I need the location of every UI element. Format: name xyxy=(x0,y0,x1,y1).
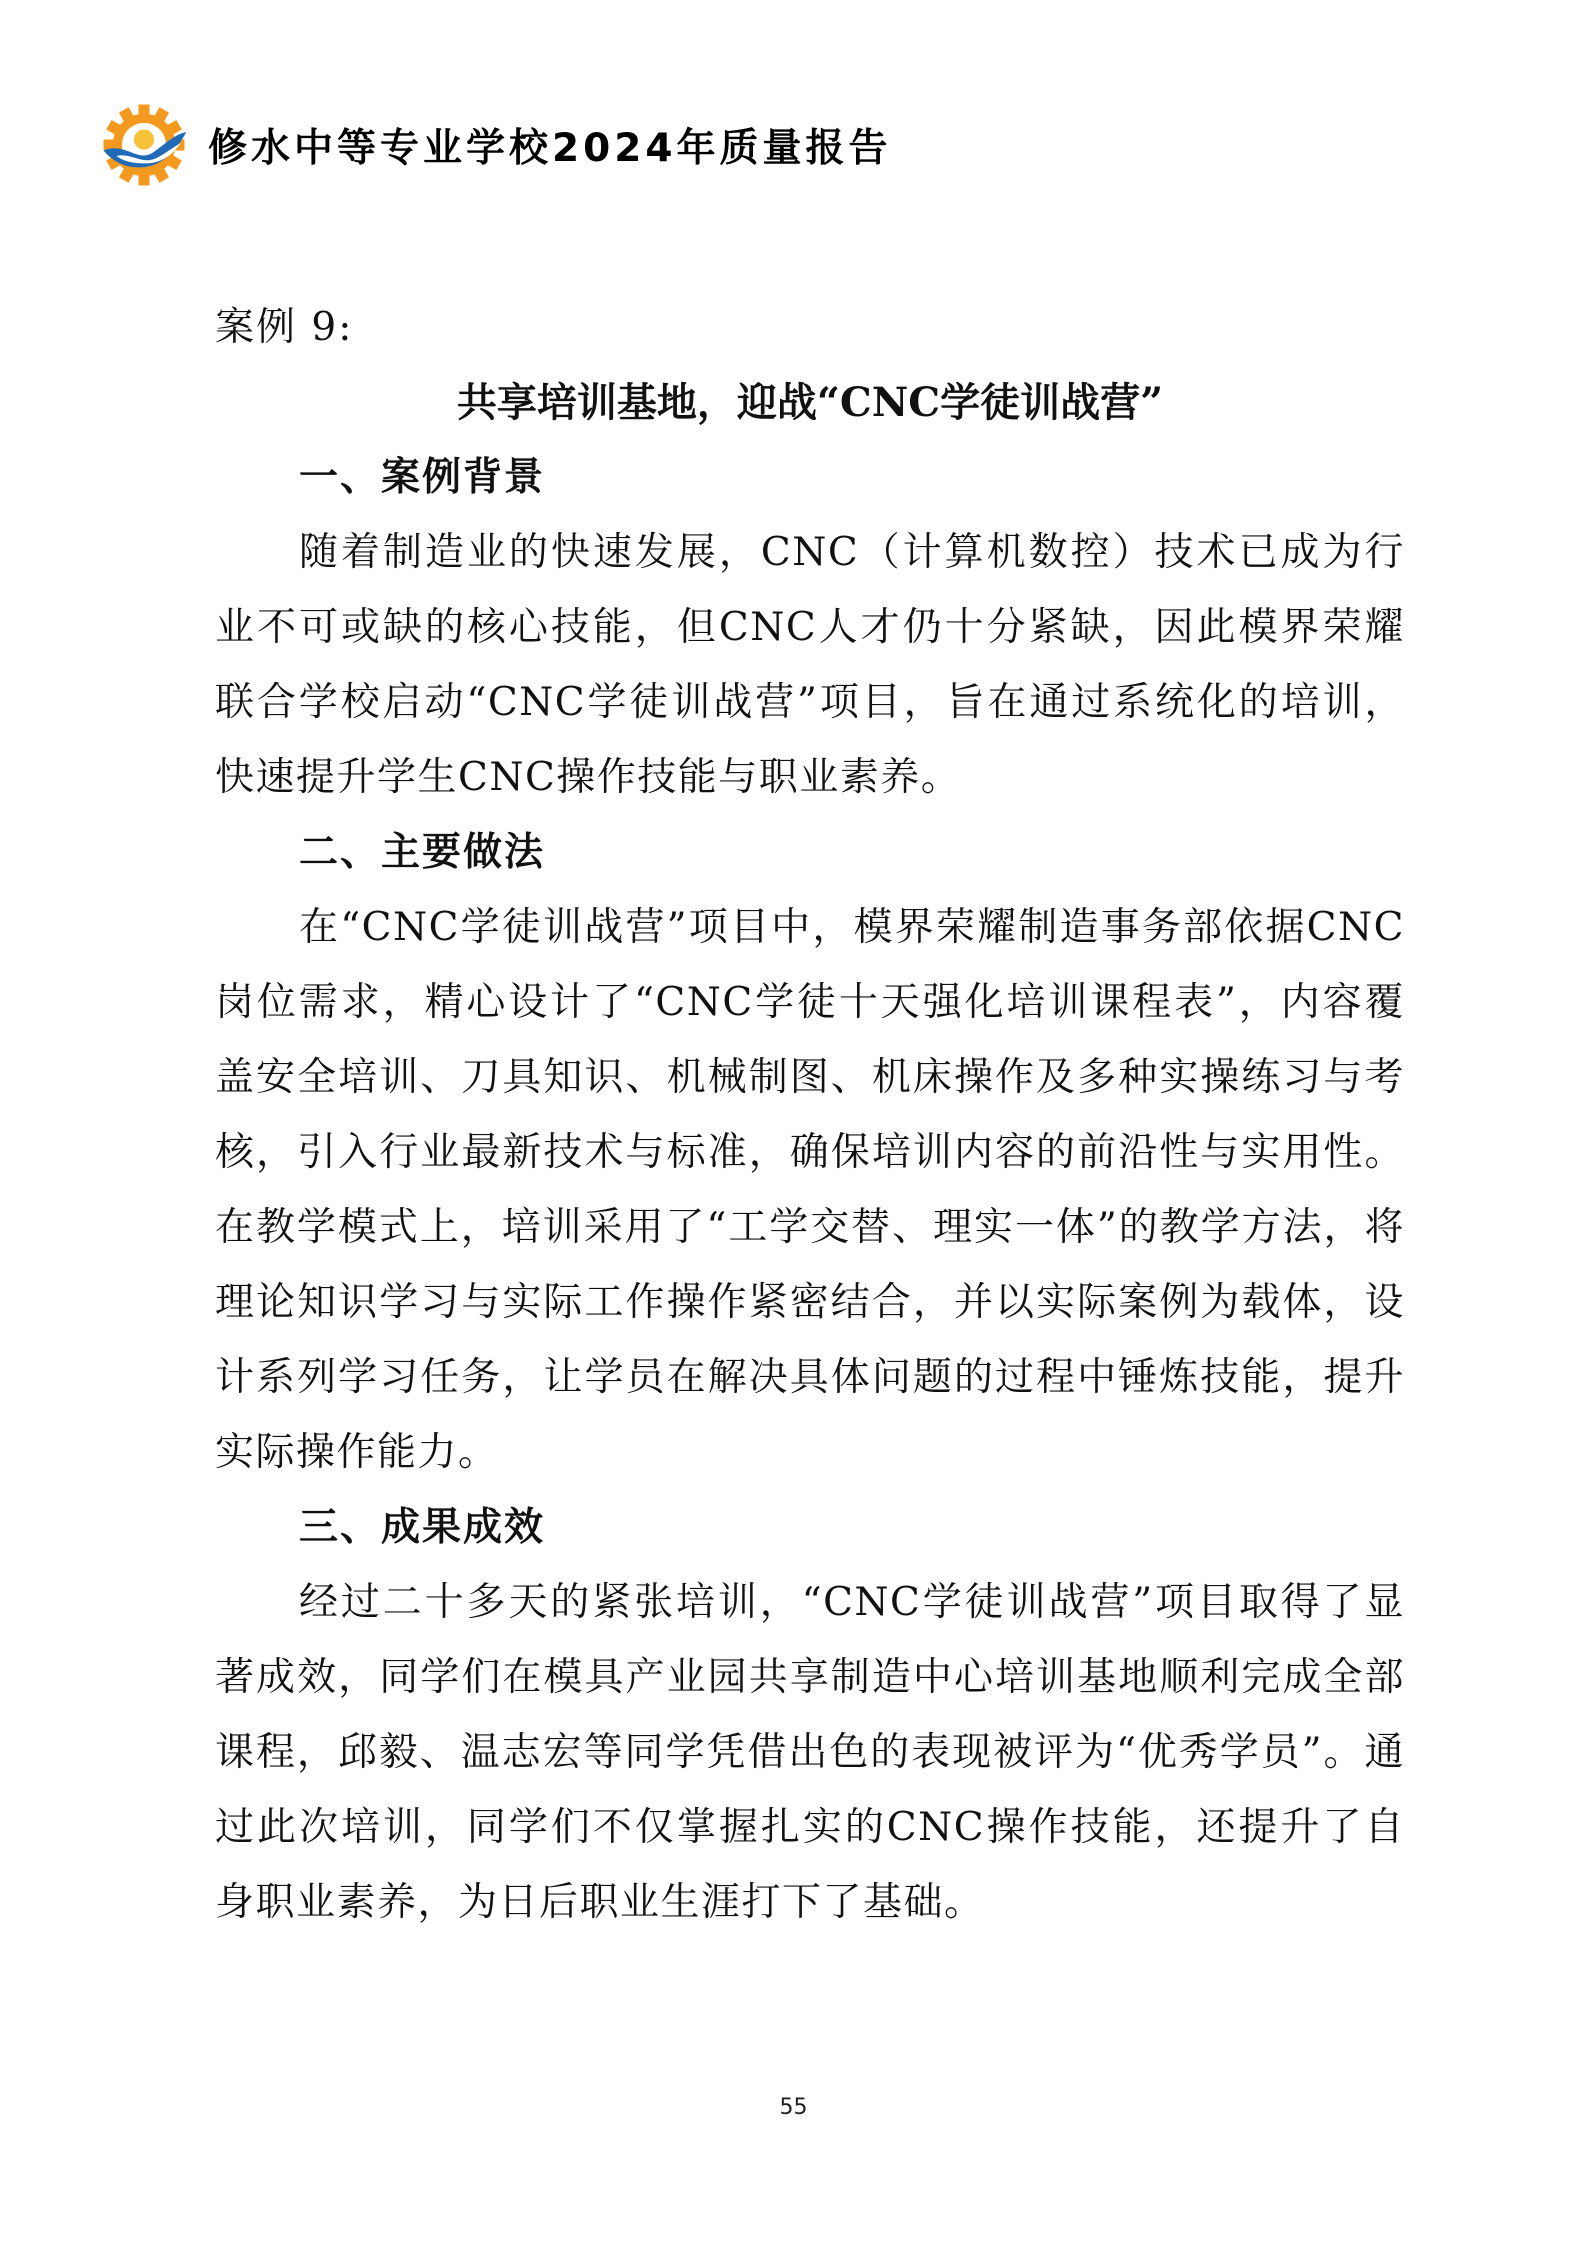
school-logo-icon xyxy=(98,102,190,188)
case-label: 案例 9: xyxy=(215,305,354,350)
page-number: 55 xyxy=(779,2095,808,2120)
section-paragraph-methods: 在“CNC学徒训战营”项目中，模界荣耀制造事务部依据CNC岗位需求，精心设计了“CNC学徒十天强化培训课程表”，内容覆盖安全培训、刀具知识、机械制图、机床操作及多种实操练习与考核，引入行业最新技术与标准，确保培训内容的前沿性与实用性。在教学模式上，培训采用了“工学交替、理实一体”的教学方法，将理论知识学习与实际工作操作紧密结合，并以实际案例为载体，设计系列学习任务，让学员在解决具体问题的过程中锤炼技能，提升实际操作能力。 xyxy=(215,905,1405,1475)
section-paragraph-background: 随着制造业的快速发展，CNC（计算机数控）技术已成为行业不可或缺的核心技能，但CNC人才仍十分紧缺，因此模界荣耀联合学校启动“CNC学徒训战营”项目，旨在通过系统化的培训，快速提升学生CNC操作技能与职业素养。 xyxy=(215,530,1405,800)
section-heading-results: 三、成果成效 xyxy=(299,1505,546,1550)
page-header xyxy=(98,100,892,190)
document-body xyxy=(215,290,1405,1940)
section-heading-background: 一、案例背景 xyxy=(299,455,546,500)
case-title: 共享培训基地，迎战“CNC学徒训战营” xyxy=(456,379,1164,426)
report-title: 修水中等专业学校2024年质量报告 xyxy=(208,126,892,171)
section-heading-methods: 二、主要做法 xyxy=(299,830,546,875)
section-paragraph-results: 经过二十多天的紧张培训，“CNC学徒训战营”项目取得了显著成效，同学们在模具产业园共享制造中心培训基地顺利完成全部课程，邱毅、温志宏等同学凭借出色的表现被评为“优秀学员”。通过此次培训，同学们不仅掌握扎实的CNC操作技能，还提升了自身职业素养，为日后职业生涯打下了基础。 xyxy=(215,1580,1405,1925)
